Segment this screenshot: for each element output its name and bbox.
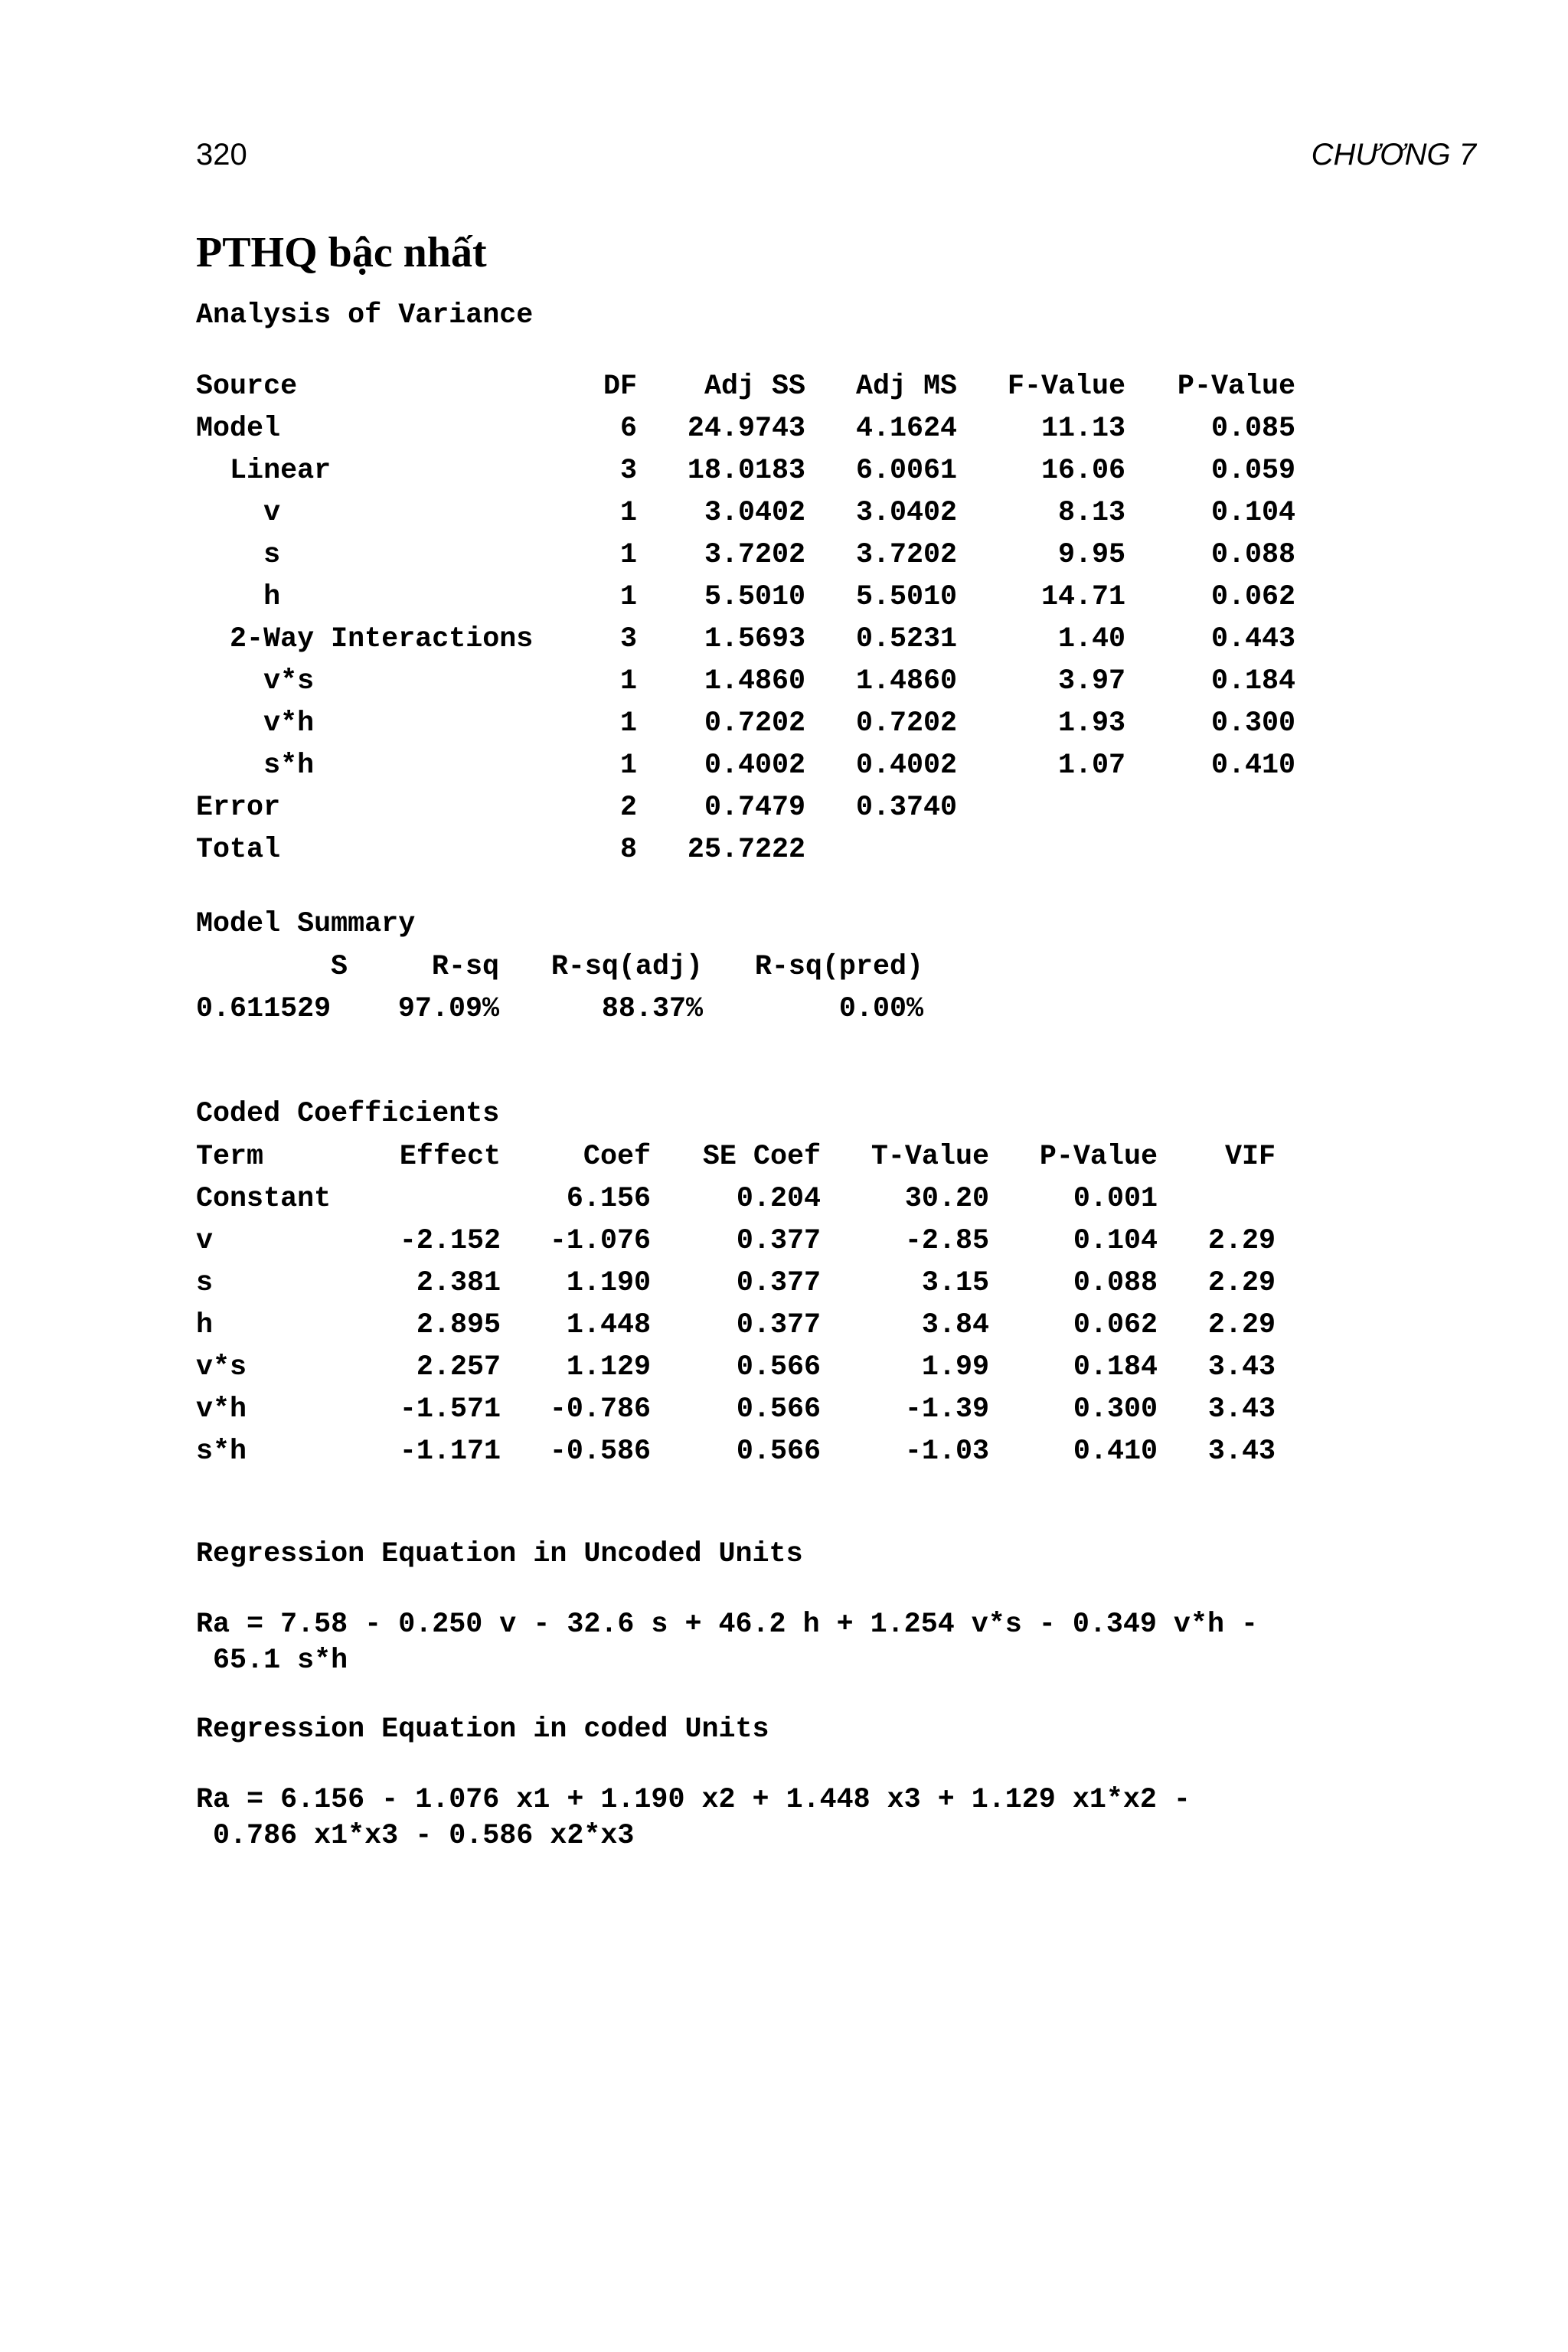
- anova-row: [196, 576, 1295, 618]
- anova-table: [196, 365, 1295, 871]
- anova-row: [196, 660, 1295, 702]
- table-cell: -1.03: [904, 1435, 989, 1468]
- table-cell: -1.171: [399, 1435, 501, 1468]
- table-cell: 0.4002: [855, 749, 958, 782]
- table-cell: 1: [620, 749, 638, 782]
- table-cell: 1.40: [1057, 622, 1126, 655]
- table-cell: 30.20: [904, 1182, 989, 1215]
- column-header: Adj MS: [855, 370, 958, 403]
- table-cell: Total: [196, 833, 281, 866]
- column-header: Effect: [399, 1140, 501, 1173]
- table-cell: 1: [620, 707, 638, 740]
- table-cell: 5.5010: [855, 580, 958, 613]
- column-header: Term: [196, 1140, 264, 1173]
- coefficient-row: [196, 1346, 1276, 1388]
- table-cell: s*h: [196, 1435, 247, 1468]
- table-cell: 0.7202: [704, 707, 806, 740]
- summary-value-cell: 0.611529: [196, 992, 332, 1025]
- column-header: Adj SS: [704, 370, 806, 403]
- summary-value-cell: 88.37%: [601, 992, 703, 1025]
- table-cell: s*h: [196, 749, 315, 782]
- table-cell: v*h: [196, 1393, 247, 1426]
- table-cell: 2.29: [1207, 1308, 1276, 1341]
- table-cell: v: [196, 1224, 214, 1257]
- table-cell: 1: [620, 580, 638, 613]
- model-summary-title: Model Summary: [196, 908, 416, 940]
- column-header: DF: [603, 370, 638, 403]
- table-cell: 0.377: [736, 1224, 821, 1257]
- coded-equation-line-2: 0.786 x1*x3 - 0.586 x2*x3: [196, 1820, 635, 1852]
- table-cell: 1.129: [566, 1351, 651, 1383]
- coefficient-row: [196, 1262, 1276, 1304]
- table-cell: 2.29: [1207, 1266, 1276, 1299]
- table-cell: 6.156: [566, 1182, 651, 1215]
- coefficient-header-row: [196, 1135, 1276, 1178]
- table-cell: 1.4860: [855, 665, 958, 697]
- table-cell: 5.5010: [704, 580, 806, 613]
- coded-coefficients-title: Coded Coefficients: [196, 1098, 500, 1130]
- table-cell: h: [196, 580, 281, 613]
- table-cell: 1: [620, 665, 638, 697]
- anova-row: [196, 702, 1295, 744]
- table-cell: 0.104: [1210, 496, 1296, 529]
- coefficient-row: [196, 1304, 1276, 1346]
- table-cell: 18.0183: [687, 454, 806, 487]
- anova-row: [196, 744, 1295, 786]
- anova-row: [196, 449, 1295, 492]
- table-cell: 8.13: [1057, 496, 1126, 529]
- table-cell: 11.13: [1040, 412, 1126, 445]
- table-cell: v*h: [196, 707, 315, 740]
- model-summary-value-row: [196, 988, 923, 1030]
- table-cell: 0.104: [1073, 1224, 1158, 1257]
- summary-header-cell: R-sq: [431, 950, 499, 983]
- table-cell: 0.7202: [855, 707, 958, 740]
- table-cell: 3.7202: [704, 538, 806, 571]
- section-heading: PTHQ bậc nhất: [196, 229, 487, 276]
- table-cell: 0.001: [1073, 1182, 1158, 1215]
- table-cell: Model: [196, 412, 281, 445]
- table-cell: 1: [620, 496, 638, 529]
- table-cell: 0.566: [736, 1393, 821, 1426]
- table-cell: 0.184: [1210, 665, 1296, 697]
- anova-row: [196, 828, 1295, 871]
- table-cell: 1.4860: [704, 665, 806, 697]
- table-cell: h: [196, 1308, 214, 1341]
- table-cell: 3.15: [921, 1266, 989, 1299]
- chapter-label: CHƯƠNG 7: [1311, 138, 1476, 172]
- page-number: 320: [196, 138, 247, 172]
- table-cell: 0.088: [1210, 538, 1296, 571]
- table-cell: 6.0061: [855, 454, 958, 487]
- table-cell: 2.381: [416, 1266, 501, 1299]
- table-cell: 0.300: [1073, 1393, 1158, 1426]
- table-cell: 3.43: [1207, 1351, 1276, 1383]
- anova-row: [196, 407, 1295, 449]
- table-cell: 0.088: [1073, 1266, 1158, 1299]
- table-cell: 3: [620, 622, 638, 655]
- table-cell: 3.0402: [704, 496, 806, 529]
- table-cell: 4.1624: [855, 412, 958, 445]
- model-summary-table: [196, 946, 923, 1030]
- table-cell: 6: [620, 412, 638, 445]
- table-cell: 1.07: [1057, 749, 1126, 782]
- anova-header-row: [196, 365, 1295, 407]
- table-cell: [805, 828, 957, 871]
- table-cell: 1.93: [1057, 707, 1126, 740]
- summary-header-cell: S: [330, 950, 348, 983]
- table-cell: 2.257: [416, 1351, 501, 1383]
- anova-row: [196, 492, 1295, 534]
- table-cell: 0.204: [736, 1182, 821, 1215]
- table-cell: -0.586: [549, 1435, 651, 1468]
- anova-row: [196, 786, 1295, 828]
- anova-title: Analysis of Variance: [196, 299, 534, 332]
- coefficient-row: [196, 1220, 1276, 1262]
- table-cell: v*s: [196, 665, 315, 697]
- coded-equation-title: Regression Equation in coded Units: [196, 1713, 769, 1746]
- table-cell: 0.5231: [855, 622, 958, 655]
- uncoded-equation-line-1: Ra = 7.58 - 0.250 v - 32.6 s + 46.2 h + 1.254 v*s - 0.349 v*h -: [196, 1609, 1259, 1641]
- table-cell: -2.85: [904, 1224, 989, 1257]
- table-cell: [1125, 828, 1295, 871]
- table-cell: 0.4002: [704, 749, 806, 782]
- table-cell: 0.566: [736, 1351, 821, 1383]
- table-cell: 0.566: [736, 1435, 821, 1468]
- table-cell: 0.443: [1210, 622, 1296, 655]
- table-cell: 3: [620, 454, 638, 487]
- column-header: T-Value: [871, 1140, 989, 1173]
- summary-header-cell: R-sq(adj): [550, 950, 703, 983]
- table-cell: Error: [196, 791, 281, 824]
- table-cell: Linear: [196, 454, 332, 487]
- column-header: F-Value: [1007, 370, 1126, 403]
- table-cell: 0.184: [1073, 1351, 1158, 1383]
- table-cell: 24.9743: [687, 412, 806, 445]
- table-cell: Constant: [196, 1182, 332, 1215]
- summary-value-cell: 0.00%: [838, 992, 923, 1025]
- summary-header-cell: R-sq(pred): [754, 950, 923, 983]
- table-cell: v*s: [196, 1351, 247, 1383]
- table-cell: 0.085: [1210, 412, 1296, 445]
- table-cell: 0.059: [1210, 454, 1296, 487]
- uncoded-equation-title: Regression Equation in Uncoded Units: [196, 1538, 803, 1570]
- table-cell: -1.571: [399, 1393, 501, 1426]
- table-cell: 1.190: [566, 1266, 651, 1299]
- table-cell: v: [196, 496, 281, 529]
- table-cell: 8: [620, 833, 638, 866]
- table-cell: 3.84: [921, 1308, 989, 1341]
- table-cell: s: [196, 538, 281, 571]
- table-cell: [957, 828, 1125, 871]
- table-cell: 0.3740: [855, 791, 958, 824]
- table-cell: 3.97: [1057, 665, 1126, 697]
- coefficient-row: [196, 1178, 1276, 1220]
- summary-value-cell: 97.09%: [397, 992, 499, 1025]
- table-cell: 0.410: [1073, 1435, 1158, 1468]
- table-cell: 14.71: [1040, 580, 1126, 613]
- table-cell: 3.7202: [855, 538, 958, 571]
- table-cell: [348, 1178, 501, 1220]
- table-cell: 1.448: [566, 1308, 651, 1341]
- column-header: P-Value: [1177, 370, 1296, 403]
- uncoded-equation-line-2: 65.1 s*h: [196, 1645, 348, 1677]
- table-cell: 3.0402: [855, 496, 958, 529]
- table-cell: 0.062: [1073, 1308, 1158, 1341]
- table-cell: 0.377: [736, 1266, 821, 1299]
- table-cell: 25.7222: [687, 833, 806, 866]
- table-cell: 3.43: [1207, 1435, 1276, 1468]
- model-summary-header-row: [196, 946, 923, 988]
- coefficient-row: [196, 1388, 1276, 1430]
- table-cell: 0.410: [1210, 749, 1296, 782]
- column-header: VIF: [1224, 1140, 1276, 1173]
- table-cell: 0.062: [1210, 580, 1296, 613]
- table-cell: 2.895: [416, 1308, 501, 1341]
- table-cell: [1125, 786, 1295, 828]
- table-cell: [957, 786, 1125, 828]
- column-header: SE Coef: [702, 1140, 821, 1173]
- table-cell: 1.5693: [704, 622, 806, 655]
- table-cell: 0.300: [1210, 707, 1296, 740]
- column-header: Source: [196, 370, 298, 403]
- coded-coefficients-table: [196, 1135, 1276, 1472]
- table-cell: 1.99: [921, 1351, 989, 1383]
- table-cell: -1.076: [549, 1224, 651, 1257]
- table-cell: [1158, 1178, 1276, 1220]
- table-cell: 2-Way Interactions: [196, 622, 534, 655]
- table-cell: 16.06: [1040, 454, 1126, 487]
- column-header: Coef: [583, 1140, 651, 1173]
- table-cell: 1: [620, 538, 638, 571]
- table-cell: -1.39: [904, 1393, 989, 1426]
- coefficient-row: [196, 1430, 1276, 1472]
- table-cell: -2.152: [399, 1224, 501, 1257]
- table-cell: -0.786: [549, 1393, 651, 1426]
- anova-row: [196, 618, 1295, 660]
- coded-equation-line-1: Ra = 6.156 - 1.076 x1 + 1.190 x2 + 1.448 x3 + 1.129 x1*x2 -: [196, 1784, 1191, 1816]
- table-cell: 0.7479: [704, 791, 806, 824]
- table-cell: 9.95: [1057, 538, 1126, 571]
- table-cell: s: [196, 1266, 214, 1299]
- table-cell: 2.29: [1207, 1224, 1276, 1257]
- table-cell: 3.43: [1207, 1393, 1276, 1426]
- table-cell: 0.377: [736, 1308, 821, 1341]
- anova-row: [196, 534, 1295, 576]
- table-cell: 2: [620, 791, 638, 824]
- column-header: P-Value: [1039, 1140, 1158, 1173]
